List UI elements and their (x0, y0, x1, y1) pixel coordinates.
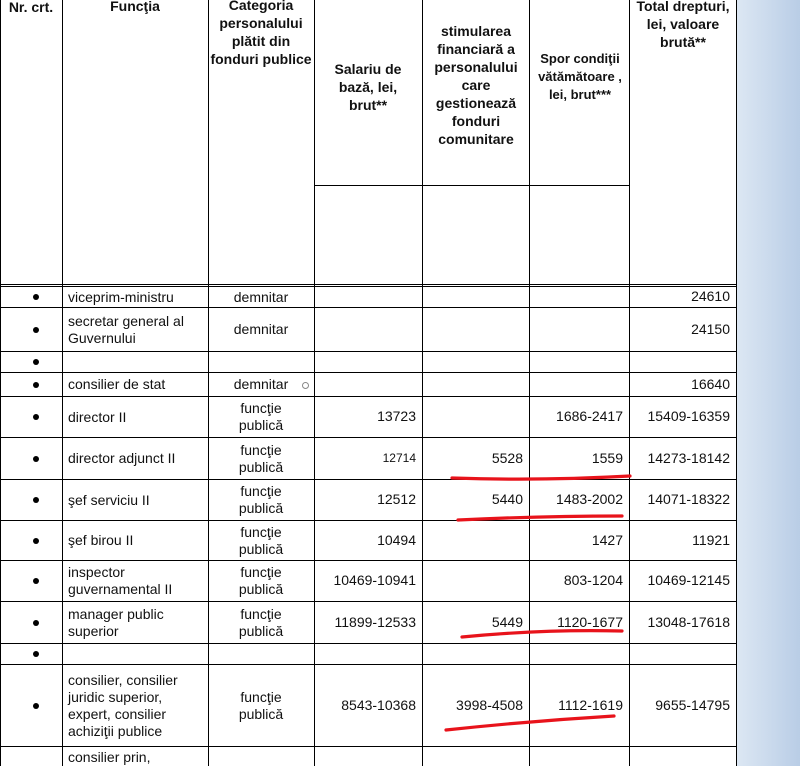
cell-spor: 1112-1619 (558, 696, 623, 713)
cell-total: 11921 (692, 531, 730, 548)
cell-functia: director adjunct II (68, 450, 176, 466)
cell-stimularea: 5449 (491, 613, 523, 630)
column-line (629, 0, 630, 766)
cell-spor: 1686-2417 (556, 408, 623, 424)
cell-stimularea: 3998-4508 (456, 696, 523, 713)
row-line (0, 351, 737, 352)
cell-functia: viceprim-ministru (68, 288, 174, 305)
bullet-marker (33, 497, 39, 503)
header-spor: Spor condiţii vătămătoare , lei, brut*** (538, 51, 622, 102)
column-line (0, 0, 1, 766)
cell-categoria: publică (238, 622, 284, 639)
header-total: Total drepturi, lei, valoare brută** (636, 0, 730, 50)
cell-stimularea: 5528 (491, 449, 523, 466)
cell-spor: 1483-2002 (556, 491, 623, 507)
bullet-marker (33, 703, 39, 709)
cell-total: 10469-12145 (647, 572, 730, 588)
cell-salariu: 11899-12533 (334, 613, 416, 630)
row-line (0, 479, 737, 480)
cell-total: 24610 (691, 288, 730, 304)
cell-functia: juridic superior, (68, 688, 163, 705)
cell-categoria: funcţie (240, 400, 282, 416)
cell-salariu: 10494 (377, 531, 416, 548)
cell-categoria: publică (238, 581, 284, 597)
cell-categoria: demnitar (233, 321, 289, 337)
cell-categoria: funcţie (240, 441, 282, 458)
cell-functia: inspector (68, 564, 125, 580)
bullet-marker (33, 620, 39, 626)
cell-categoria: publică (238, 540, 284, 557)
cell-total: 16640 (691, 375, 730, 392)
header-subline (314, 185, 629, 186)
row-line (0, 664, 737, 665)
cell-functia: guvernamental II (68, 581, 173, 597)
cell-functia: consilier prin, (68, 749, 151, 765)
column-line (529, 0, 530, 766)
header-bottom-line (0, 284, 737, 285)
cell-categoria: demnitar (233, 376, 289, 392)
cell-categoria: publică (238, 500, 284, 516)
cell-functia: expert, consilier (68, 705, 167, 722)
column-line (314, 0, 315, 766)
cell-total: 15409-16359 (647, 408, 730, 424)
cell-functia: director II (68, 408, 127, 425)
cell-salariu: 12512 (377, 491, 416, 507)
bullet-marker (33, 414, 39, 420)
bullet-marker (33, 382, 39, 388)
bullet-marker (33, 359, 39, 365)
row-line (0, 396, 737, 397)
cell-salariu: 10469-10941 (333, 572, 416, 588)
cell-salariu: 8543-10368 (341, 696, 416, 713)
cell-functia: Guvernului (68, 329, 136, 346)
bullet-marker (33, 294, 39, 300)
header-functia: Funcţia (110, 0, 160, 14)
row-line (0, 372, 737, 373)
bullet-marker (33, 327, 39, 333)
cell-functia: achiziţii publice (68, 722, 163, 739)
column-line (62, 0, 63, 766)
cell-functia: manager public (68, 605, 164, 622)
cell-categoria: publică (238, 705, 284, 722)
cell-categoria: funcţie (240, 688, 282, 705)
bullet-marker (33, 538, 39, 544)
row-line (0, 601, 737, 602)
cell-salariu: 13723 (377, 408, 416, 424)
row-line (0, 746, 737, 747)
cell-spor: 803-1204 (563, 572, 623, 588)
cell-categoria: funcţie (240, 564, 282, 580)
cell-salariu: 12714 (382, 450, 416, 465)
cell-total: 14071-18322 (647, 491, 730, 507)
row-line (0, 643, 737, 644)
header-nr-crt: Nr. crt. (8, 0, 54, 15)
cell-functia: şef serviciu II (68, 491, 150, 508)
cell-categoria: publică (238, 417, 284, 433)
cell-total: 9655-14795 (655, 696, 730, 713)
cell-total: 14273-18142 (647, 449, 730, 466)
cell-functia: consilier, consilier (68, 671, 178, 688)
cell-functia: secretar general al (68, 312, 184, 329)
cell-spor: 1427 (591, 531, 623, 548)
cell-categoria: funcţie (240, 605, 282, 622)
row-line (0, 307, 737, 308)
cell-functia: superior (68, 622, 119, 639)
bullet-marker (33, 578, 39, 584)
cell-categoria: publică (238, 458, 284, 475)
cell-functia: şef birou II (68, 532, 134, 548)
header-salariu: Salariu de bază, lei, brut** (334, 61, 402, 113)
cell-functia: consilier de stat (68, 376, 166, 392)
cell-spor: 1120-1677 (557, 613, 623, 630)
bullet-marker (33, 456, 39, 462)
cell-stimularea: 5440 (491, 491, 523, 507)
stray-circle-glyph (302, 382, 309, 389)
bullet-marker (33, 651, 39, 657)
cell-categoria: demnitar (233, 288, 289, 305)
cell-total: 24150 (691, 320, 730, 337)
header-categoria: Categoria personalului plătit din fonduri publice (210, 0, 312, 67)
header-stimularea: stimularea financiară a personalului care gestionează fonduri comunitare (434, 23, 518, 147)
column-line (736, 0, 737, 766)
row-line (0, 520, 737, 521)
column-line (208, 0, 209, 766)
cell-spor: 1559 (591, 449, 623, 466)
cell-categoria: funcţie (240, 523, 282, 540)
header-bottom-line (0, 286, 737, 287)
cell-total: 13048-17618 (647, 613, 730, 630)
column-line (422, 0, 423, 766)
row-line (0, 437, 737, 438)
window-background (737, 0, 800, 766)
row-line (0, 560, 737, 561)
cell-categoria: funcţie (240, 483, 282, 499)
